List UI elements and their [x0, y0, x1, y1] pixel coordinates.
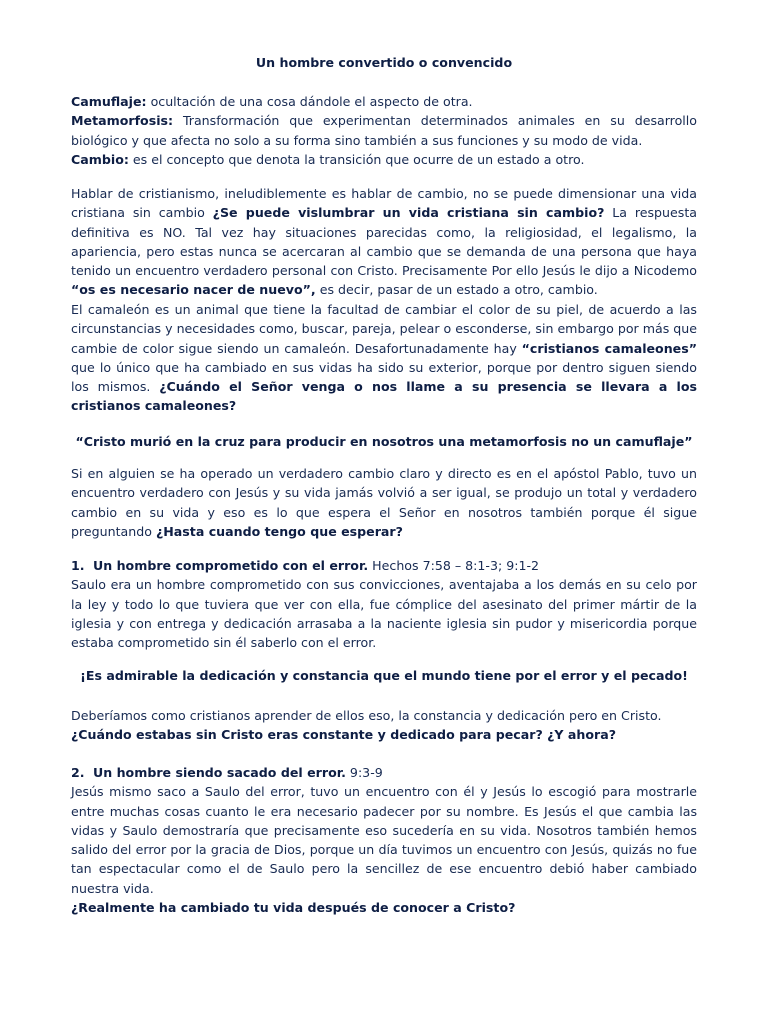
quote-metamorfosis: “Cristo murió en la cruz para producir en nosotros una metamorfosis no un camuflaje”	[75, 434, 693, 449]
section-2-question: ¿Realmente ha cambiado tu vida después de conocer a Cristo?	[71, 900, 516, 916]
quote-dedicacion: ¡Es admirable la dedicación y constancia que el mundo tiene por el error y el pecado!	[80, 668, 688, 683]
paragraph-constancia	[71, 706, 697, 745]
document-title: Un hombre convertido o convencido	[255, 55, 513, 70]
section-1-heading: 1. Un hombre comprometido con el error. Hechos 7:58 – 8:1-3; 9:1-2	[71, 558, 540, 573]
paragraph-cristianismo: Hablar de cristianismo, ineludiblemente es hablar de cambio, no se puede dimensionar una vida cristiana sin cambio ¿Se puede vislumbrar un vida cristiana sin cambio? La respuesta definitiva es NO. Tal vez hay situaciones parecidas como, la religiosidad, el legalismo, la apariencia, pero estas nunca se acercaran al cambio que se demanda de una persona que haya tenido un encuentro verdadero personal con Cristo. Precisamente Por ello Jesús le dijo a Nicodemo “os es necesario nacer de nuevo”, es decir, pasar de un estado a otro, cambio.	[71, 186, 697, 298]
section-2-heading: 2. Un hombre siendo sacado del error. 9:3-9	[71, 765, 383, 780]
paragraph-camaleon: El camaleón es un animal que tiene la facultad de cambiar el color de su piel, de acuerdo a las circunstancias y necesidades como, buscar, pareja, pelear o esconderse, sin embargo por más que cambie de color sigue siendo un camaleón. Desafortunadamente hay “cristianos camaleones” que lo único que ha cambiado en sus vidas ha sido su exterior, porque por dentro siguen siendo los mismos. ¿Cuándo el Señor venga o nos llame a su presencia se llevara a los cristianos camaleones?	[71, 302, 697, 414]
section-1-body: Saulo era un hombre comprometido con sus convicciones, aventajaba a los demás en su celo por la ley y todo lo que tuviera que ver con ella, fue cómplice del asesinato del primer mártir de la iglesia y con entrega y dedicación arrasaba a la naciente iglesia sin pudor y misericordia porque estaba comprometido sin él saberlo con el error.	[71, 577, 697, 651]
section-2	[71, 763, 697, 917]
section-1	[71, 556, 697, 652]
paragraph-pablo: Si en alguien se ha operado un verdadero cambio claro y directo es en el apóstol Pablo, tuvo un encuentro verdadero con Jesús y su vida jamás volvió a ser igual, se produjo un total y verdadero cambio en su vida y eso es lo que espera el Señor en nosotros también porque él sigue preguntando ¿Hasta cuando tengo que esperar?	[71, 466, 697, 539]
definition-metamorfosis: Metamorfosis: Transformación que experimentan determinados animales en su desarrollo biológico y que afecta no solo a su forma sino también a sus funciones y su modo de vida.	[71, 113, 697, 148]
constancia-question: ¿Cuándo estabas sin Cristo eras constante y dedicado para pecar? ¿Y ahora?	[71, 727, 617, 743]
definitions-block	[71, 92, 697, 169]
definition-cambio: Cambio: es el concepto que denota la transición que ocurre de un estado a otro.	[71, 151, 585, 167]
definition-camuflaje: Camuflaje: ocultación de una cosa dándole el aspecto de otra.	[71, 94, 473, 109]
section-2-body: Jesús mismo saco a Saulo del error, tuvo un encuentro con él y Jesús lo escogió para mostrarle entre muchas cosas cuanto le era necesario padecer por su nombre. Es Jesús el que cambia las vidas y Saulo demostraría que precisamente eso sucedería en su vida. Nosotros también hemos salido del error por la gracia de Dios, porque un día tuvimos un encuentro con Jesús, quizás no fue tan espectacular como el de Saulo pero la sencillez de ese encuentro debió haber cambiado nuestra vida.	[71, 784, 697, 896]
constancia-text: Deberíamos como cristianos aprender de ellos eso, la constancia y dedicación pero en Cristo.	[71, 708, 662, 723]
